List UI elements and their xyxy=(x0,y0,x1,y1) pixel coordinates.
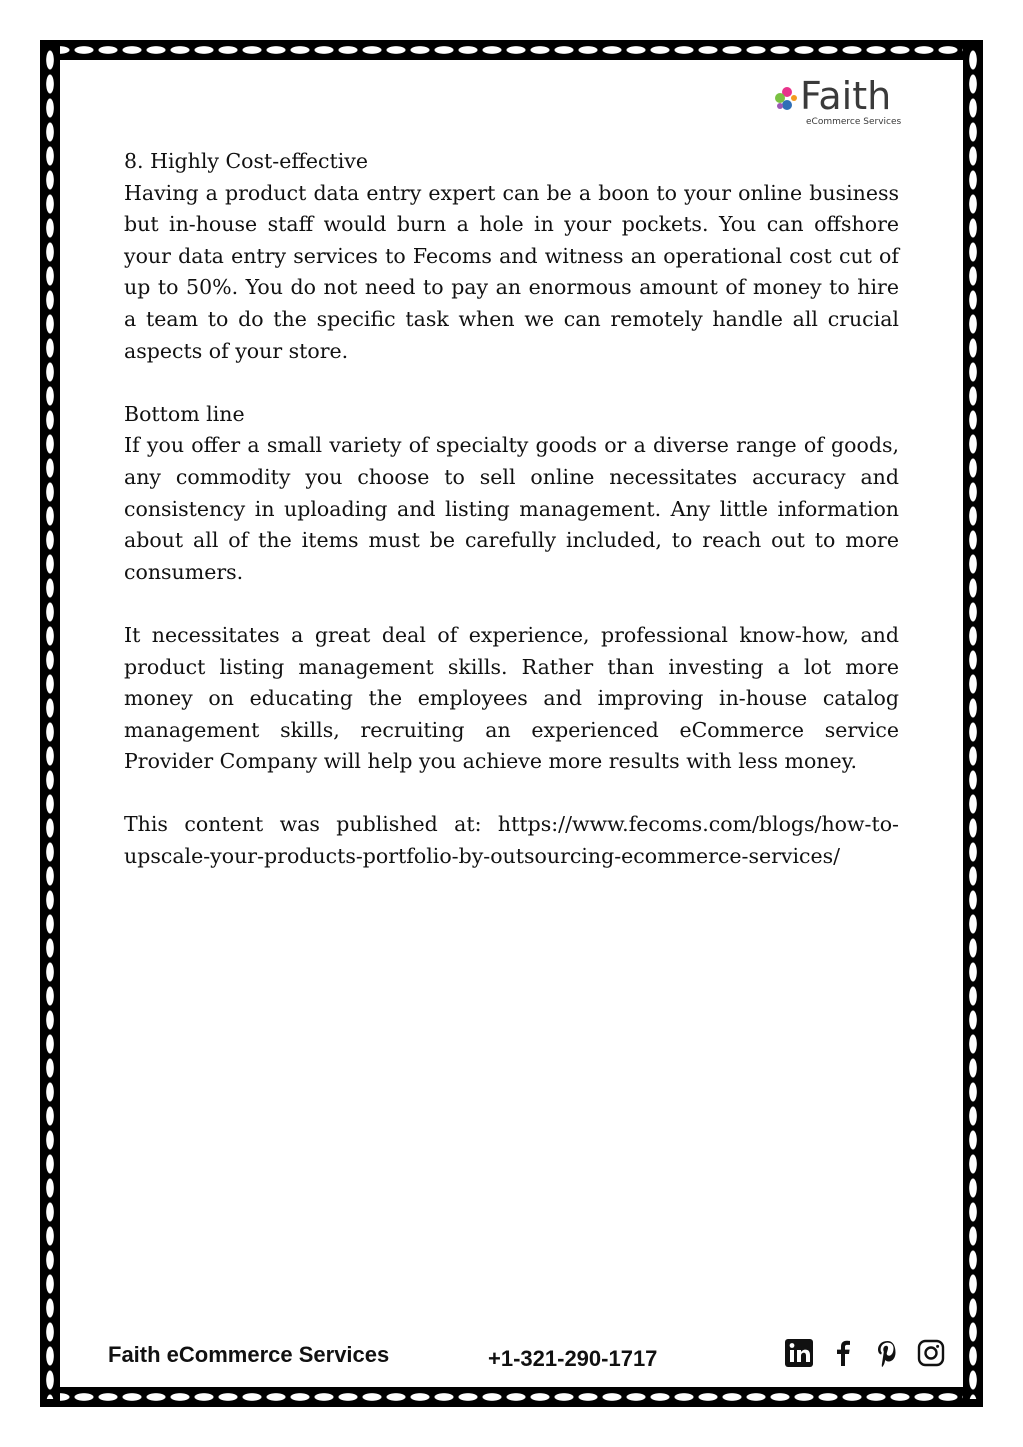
paragraph-cost-effective xyxy=(124,178,899,368)
section-heading-cost-effective: 8. Highly Cost-effective xyxy=(124,149,369,173)
section-heading-bottom-line: Bottom line xyxy=(124,401,245,426)
border-bottom xyxy=(40,1387,983,1407)
text-run: It necessitates a great deal of experience, professional know-how, and product listing management skills. Rather than investing a lot more money on educating the employees and improving in-house xyxy=(124,622,899,711)
published-url[interactable]: https://www.fecoms.com/blogs/how-to-upscale-your-products-portfolio-by-outsourcing-ecommerce-services/ xyxy=(124,812,899,869)
linkedin-icon[interactable] xyxy=(784,1338,814,1368)
instagram-icon[interactable] xyxy=(916,1338,946,1368)
catalog-management-link[interactable]: catalog management xyxy=(124,686,899,742)
logo-name: Faith xyxy=(800,74,892,118)
flower-logo-icon xyxy=(772,84,802,114)
text-run: and witness an operational cost cut of up to 50%. You do not need to pay an enormous amount of money to hire a team to do the specific task when we can remotely handle all crucial aspects of your store. xyxy=(124,243,899,363)
paragraph-bottom-line-1: If you offer a small variety of specialty goods or a diverse range of goods, any commodity you choose to sell online necessitates accuracy and consistency in uploading and listing management. Any little information about all of the items must be carefully included, to reach out to more consumers. xyxy=(124,433,899,584)
published-label: This content was published at: xyxy=(124,812,482,837)
pinterest-icon[interactable] xyxy=(872,1338,902,1368)
paragraph-bottom-line-2 xyxy=(124,620,899,778)
social-icons xyxy=(784,1336,946,1370)
border-top xyxy=(40,40,983,60)
facebook-icon[interactable] xyxy=(828,1338,858,1368)
text-run: Having a product data entry expert can be a boon to your online business but in-house staff would burn a hole in your pockets. You can offshore your data entry services to xyxy=(124,180,899,268)
logo-tagline: eCommerce Services xyxy=(806,117,902,127)
ecommerce-provider-link[interactable]: eCommerce service Provider Company xyxy=(124,717,899,774)
footer-company: Faith eCommerce Services xyxy=(108,1342,390,1367)
border-left xyxy=(40,40,60,1407)
fecoms-link[interactable]: Fecoms xyxy=(412,243,492,268)
border-right xyxy=(963,40,983,1407)
faith-logo xyxy=(772,74,912,128)
footer-phone: +1-321-290-1717 xyxy=(488,1346,658,1371)
text-run: skills, recruiting an experienced xyxy=(259,717,680,742)
text-run: will help you achieve more results with less money. xyxy=(317,749,858,774)
document-body xyxy=(124,146,899,873)
published-at xyxy=(124,809,899,872)
